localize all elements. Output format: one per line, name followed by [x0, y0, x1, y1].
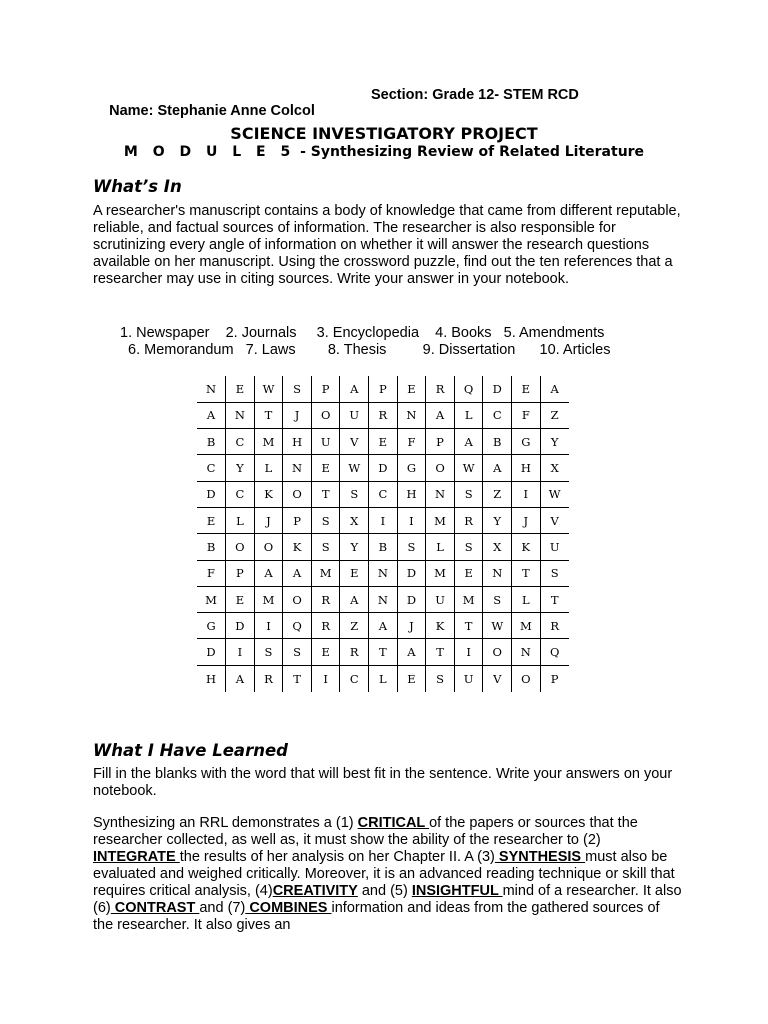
- puzzle-cell: P: [283, 507, 312, 533]
- puzzle-cell: E: [369, 429, 398, 455]
- text-segment: the results of her analysis on her Chapter II. A (3): [179, 849, 495, 865]
- puzzle-cell: G: [197, 613, 226, 639]
- puzzle-cell: W: [454, 455, 483, 481]
- puzzle-cell: T: [311, 481, 340, 507]
- puzzle-cell: Y: [483, 507, 512, 533]
- puzzle-cell: M: [426, 560, 455, 586]
- puzzle-cell: G: [512, 429, 541, 455]
- puzzle-row: [197, 402, 569, 428]
- puzzle-cell: I: [254, 613, 283, 639]
- puzzle-cell: S: [283, 376, 312, 402]
- puzzle-cell: H: [283, 429, 312, 455]
- puzzle-row: [197, 507, 569, 533]
- puzzle-cell: C: [483, 402, 512, 428]
- puzzle-cell: N: [369, 586, 398, 612]
- answer-5: INSIGHTFUL: [411, 883, 503, 899]
- puzzle-cell: D: [197, 639, 226, 665]
- puzzle-cell: S: [311, 534, 340, 560]
- puzzle-cell: K: [426, 613, 455, 639]
- puzzle-cell: A: [197, 402, 226, 428]
- puzzle-cell: P: [226, 560, 255, 586]
- puzzle-cell: T: [254, 402, 283, 428]
- puzzle-cell: J: [512, 507, 541, 533]
- puzzle-cell: H: [397, 481, 426, 507]
- puzzle-cell: P: [311, 376, 340, 402]
- puzzle-cell: T: [512, 560, 541, 586]
- puzzle-cell: V: [540, 507, 569, 533]
- puzzle-cell: T: [540, 586, 569, 612]
- whats-in-heading: What’s In: [93, 177, 182, 196]
- puzzle-cell: I: [226, 639, 255, 665]
- puzzle-cell: K: [512, 534, 541, 560]
- puzzle-cell: N: [426, 481, 455, 507]
- puzzle-cell: S: [397, 534, 426, 560]
- puzzle-row: [197, 429, 569, 455]
- puzzle-row: [197, 665, 569, 691]
- text-segment: must also be evaluated and weighed critically. Moreover, it is an advanced reading technique or skill that requires critical analysis, (4): [93, 849, 675, 899]
- puzzle-cell: O: [283, 586, 312, 612]
- puzzle-cell: X: [483, 534, 512, 560]
- puzzle-cell: I: [369, 507, 398, 533]
- answer-7: COMBINES: [245, 900, 332, 916]
- puzzle-cell: W: [340, 455, 369, 481]
- puzzle-cell: E: [512, 376, 541, 402]
- puzzle-cell: F: [512, 402, 541, 428]
- puzzle-cell: V: [483, 665, 512, 691]
- puzzle-cell: S: [540, 560, 569, 586]
- puzzle-cell: L: [512, 586, 541, 612]
- puzzle-cell: B: [197, 429, 226, 455]
- module-subtitle: [0, 144, 768, 160]
- puzzle-cell: I: [397, 507, 426, 533]
- puzzle-cell: E: [454, 560, 483, 586]
- puzzle-cell: P: [426, 429, 455, 455]
- puzzle-cell: R: [340, 639, 369, 665]
- answer-6: CONTRAST: [110, 900, 200, 916]
- puzzle-cell: J: [397, 613, 426, 639]
- puzzle-cell: Q: [454, 376, 483, 402]
- puzzle-cell: L: [226, 507, 255, 533]
- puzzle-cell: W: [254, 376, 283, 402]
- what-i-have-learned-heading: What I Have Learned: [93, 741, 288, 760]
- puzzle-cell: U: [426, 586, 455, 612]
- puzzle-cell: H: [512, 455, 541, 481]
- puzzle-cell: Z: [340, 613, 369, 639]
- puzzle-row: [197, 560, 569, 586]
- puzzle-cell: B: [197, 534, 226, 560]
- puzzle-cell: A: [454, 429, 483, 455]
- puzzle-cell: Z: [540, 402, 569, 428]
- puzzle-row: [197, 613, 569, 639]
- puzzle-cell: M: [197, 586, 226, 612]
- answer-2: INTEGRATE: [93, 849, 180, 865]
- puzzle-cell: A: [397, 639, 426, 665]
- learned-instructions: Fill in the blanks with the word that will best fit in the sentence. Write your answers on your notebook.: [93, 766, 673, 799]
- puzzle-cell: S: [340, 481, 369, 507]
- puzzle-cell: J: [254, 507, 283, 533]
- puzzle-cell: E: [397, 665, 426, 691]
- puzzle-cell: D: [483, 376, 512, 402]
- puzzle-row: [197, 586, 569, 612]
- puzzle-cell: M: [454, 586, 483, 612]
- puzzle-cell: D: [197, 481, 226, 507]
- puzzle-cell: M: [512, 613, 541, 639]
- puzzle-cell: A: [369, 613, 398, 639]
- puzzle-cell: A: [483, 455, 512, 481]
- puzzle-cell: H: [197, 665, 226, 691]
- puzzle-cell: O: [311, 402, 340, 428]
- puzzle-row: [197, 534, 569, 560]
- puzzle-cell: D: [397, 586, 426, 612]
- puzzle-cell: T: [454, 613, 483, 639]
- puzzle-cell: S: [454, 534, 483, 560]
- puzzle-cell: I: [454, 639, 483, 665]
- puzzle-cell: E: [197, 507, 226, 533]
- puzzle-cell: D: [226, 613, 255, 639]
- puzzle-cell: F: [197, 560, 226, 586]
- puzzle-cell: R: [254, 665, 283, 691]
- puzzle-cell: R: [369, 402, 398, 428]
- puzzle-cell: A: [340, 376, 369, 402]
- puzzle-cell: X: [340, 507, 369, 533]
- puzzle-cell: L: [254, 455, 283, 481]
- puzzle-cell: F: [397, 429, 426, 455]
- puzzle-cell: O: [512, 665, 541, 691]
- text-segment: and (7): [199, 900, 246, 916]
- puzzle-cell: A: [540, 376, 569, 402]
- puzzle-row: [197, 376, 569, 402]
- puzzle-cell: M: [311, 560, 340, 586]
- puzzle-cell: M: [254, 429, 283, 455]
- word-search-puzzle: [197, 376, 569, 692]
- puzzle-cell: P: [369, 376, 398, 402]
- puzzle-cell: U: [311, 429, 340, 455]
- puzzle-cell: L: [369, 665, 398, 691]
- puzzle-cell: R: [311, 586, 340, 612]
- answer-3: SYNTHESIS: [494, 849, 586, 865]
- puzzle-cell: U: [340, 402, 369, 428]
- puzzle-cell: N: [483, 560, 512, 586]
- puzzle-cell: D: [397, 560, 426, 586]
- puzzle-cell: I: [311, 665, 340, 691]
- puzzle-cell: T: [426, 639, 455, 665]
- puzzle-cell: O: [226, 534, 255, 560]
- document-title: SCIENCE INVESTIGATORY PROJECT: [230, 124, 538, 143]
- puzzle-cell: E: [311, 455, 340, 481]
- puzzle-cell: K: [254, 481, 283, 507]
- puzzle-cell: L: [426, 534, 455, 560]
- reference-row-2: 6. Memorandum 7. Laws 8. Thesis 9. Dissertation 10. Articles: [128, 342, 611, 358]
- answer-4: CREATIVITY: [272, 883, 358, 899]
- puzzle-cell: U: [540, 534, 569, 560]
- puzzle-cell: B: [483, 429, 512, 455]
- puzzle-cell: P: [550, 671, 559, 686]
- puzzle-cell: L: [454, 402, 483, 428]
- puzzle-cell: A: [254, 560, 283, 586]
- puzzle-cell: T: [369, 639, 398, 665]
- puzzle-cell: S: [426, 665, 455, 691]
- text-segment: information and ideas from the gathered sources of the researcher. It also gives an: [93, 900, 660, 933]
- puzzle-cell: J: [283, 402, 312, 428]
- puzzle-cell: V: [340, 429, 369, 455]
- puzzle-cell: Y: [226, 455, 255, 481]
- puzzle-cell: C: [226, 429, 255, 455]
- puzzle-cell: Z: [483, 481, 512, 507]
- puzzle-cell: S: [311, 507, 340, 533]
- puzzle-cell: R: [540, 613, 569, 639]
- puzzle-cell: D: [369, 455, 398, 481]
- answer-1: CRITICAL: [357, 815, 430, 831]
- puzzle-cell: I: [512, 481, 541, 507]
- text-segment: and (5): [357, 883, 412, 899]
- puzzle-cell: E: [311, 639, 340, 665]
- text-segment: Synthesizing an RRL demonstrates a (1): [93, 815, 358, 831]
- puzzle-row: [197, 639, 569, 665]
- module-number: M O D U L E 5: [123, 144, 296, 160]
- puzzle-cell: S: [254, 639, 283, 665]
- puzzle-cell: N: [283, 455, 312, 481]
- learned-paragraph: [93, 815, 683, 934]
- whats-in-paragraph: A researcher's manuscript contains a body of knowledge that came from different reputable, reliable, and factual sources of information. The researcher is also responsible for scrutinizing every angle of information on whether it will answer the research questions available on her manuscript. Using the crossword puzzle, find out the ten references that a researcher may use in citing sources. Write your answer in your notebook.: [93, 203, 681, 287]
- puzzle-cell: E: [340, 560, 369, 586]
- module-topic: - Synthesizing Review of Related Literature: [295, 144, 645, 160]
- puzzle-row: [197, 481, 569, 507]
- puzzle-cell: N: [512, 639, 541, 665]
- puzzle-cell: X: [540, 455, 569, 481]
- puzzle-cell: N: [397, 402, 426, 428]
- puzzle-cell: R: [426, 376, 455, 402]
- puzzle-cell: C: [340, 665, 369, 691]
- puzzle-cell: A: [226, 665, 255, 691]
- puzzle-cell: O: [254, 534, 283, 560]
- puzzle-cell: W: [540, 481, 569, 507]
- puzzle-cell: C: [369, 481, 398, 507]
- puzzle-cell: R: [454, 507, 483, 533]
- puzzle-cell: A: [340, 586, 369, 612]
- puzzle-cell: E: [397, 376, 426, 402]
- puzzle-cell: C: [197, 455, 226, 481]
- puzzle-cell: R: [311, 613, 340, 639]
- puzzle-cell: W: [483, 613, 512, 639]
- puzzle-cell: U: [454, 665, 483, 691]
- puzzle-cell: E: [226, 376, 255, 402]
- puzzle-cell: G: [397, 455, 426, 481]
- puzzle-cell: E: [226, 586, 255, 612]
- puzzle-cell: S: [454, 481, 483, 507]
- puzzle-cell: S: [283, 639, 312, 665]
- puzzle-cell: N: [197, 376, 226, 402]
- puzzle-cell: Y: [540, 429, 569, 455]
- puzzle-cell: A: [283, 560, 312, 586]
- puzzle-cell: Y: [340, 534, 369, 560]
- student-section: Section: Grade 12- STEM RCD: [371, 87, 579, 103]
- puzzle-cell: M: [254, 586, 283, 612]
- puzzle-cell: Q: [283, 613, 312, 639]
- puzzle-cell: O: [426, 455, 455, 481]
- puzzle-cell: M: [426, 507, 455, 533]
- puzzle-cell: O: [283, 481, 312, 507]
- text-segment: mind of a researcher. It also (6): [93, 883, 682, 916]
- puzzle-cell: C: [226, 481, 255, 507]
- student-name: Name: Stephanie Anne Colcol: [109, 103, 315, 119]
- puzzle-cell: K: [283, 534, 312, 560]
- reference-row-1: 1. Newspaper 2. Journals 3. Encyclopedia 4. Books 5. Amendments: [120, 325, 605, 341]
- puzzle-cell: S: [483, 586, 512, 612]
- puzzle-cell: A: [426, 402, 455, 428]
- puzzle-cell: N: [226, 402, 255, 428]
- puzzle-cell: B: [369, 534, 398, 560]
- puzzle-cell: O: [483, 639, 512, 665]
- text-segment: of the papers or sources that the researcher collected, as well as, it must show the ability of the researcher to (2): [93, 815, 638, 848]
- puzzle-cell: N: [369, 560, 398, 586]
- puzzle-cell: T: [283, 665, 312, 691]
- puzzle-row: [197, 455, 569, 481]
- puzzle-cell: Q: [540, 639, 569, 665]
